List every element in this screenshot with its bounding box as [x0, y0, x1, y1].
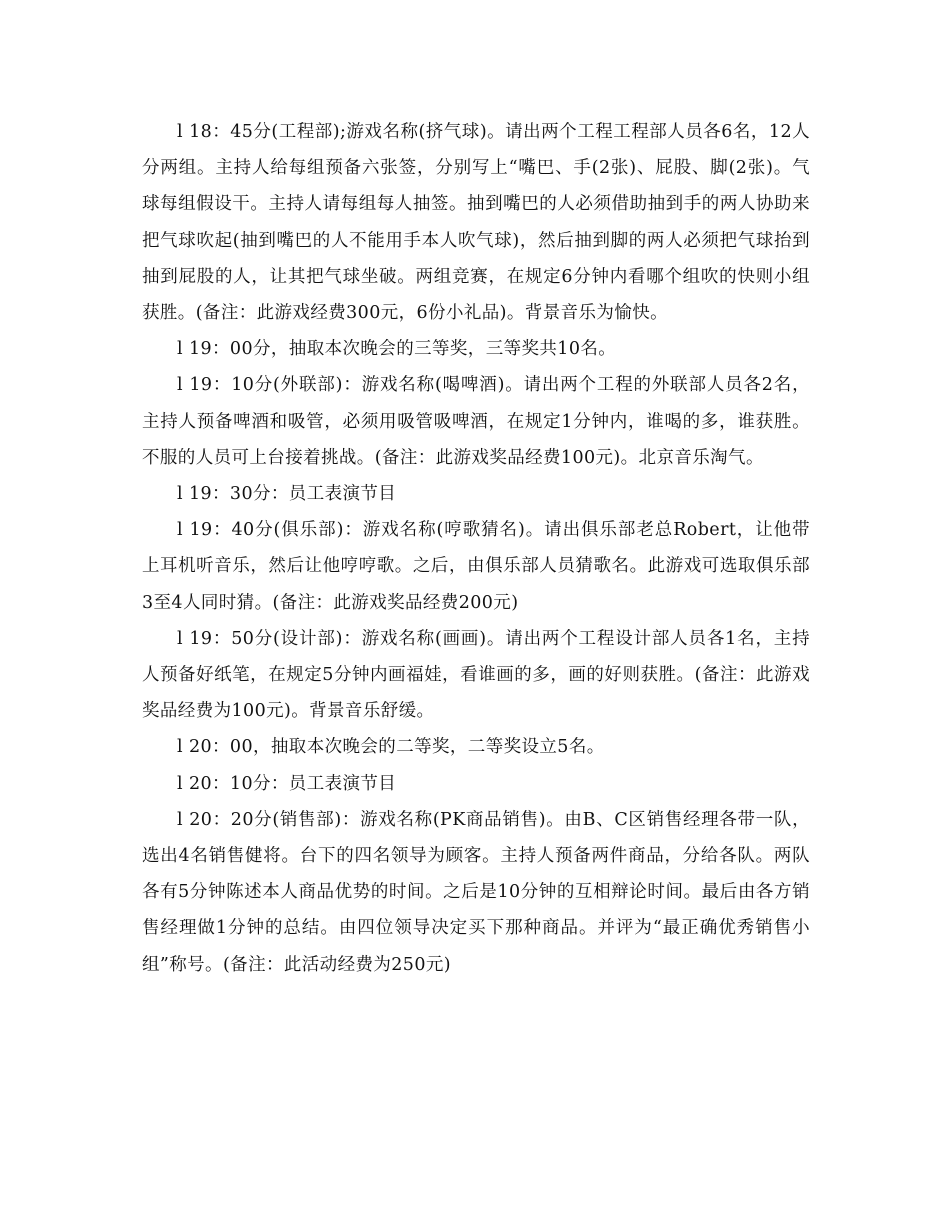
schedule-item-1940-hum-guess-song: l 19：40分(俱乐部)：游戏名称(哼歌猜名)。请出俱乐部老总Robert，让他带上耳机听音乐，然后让他哼哼歌。之后，由俱乐部人员猜歌名。此游戏可选取俱乐部3至4人同时猜。(备注：此游戏奖品经费200元) — [142, 520, 810, 613]
schedule-item-1900-third-prize-draw: l 19：00分，抽取本次晚会的三等奖，三等奖共10名。 — [177, 339, 617, 360]
document-body — [142, 114, 810, 983]
schedule-item-1950-drawing: l 19：50分(设计部)：游戏名称(画画)。请出两个工程设计部人员各1名，主持人预备好纸笔，在规定5分钟内画福娃，看谁画的多，画的好则获胜。(备注：此游戏奖品经费为100元)。背景音乐舒缓。 — [142, 628, 810, 722]
schedule-item-1845-squeeze-balloon: l 18：45分(工程部);游戏名称(挤气球)。请出两个工程工程部人员各6名，12人分两组。主持人给每组预备六张签，分别写上“嘴巴、手(2张)、屁股、脚(2张)。气球每组假设干。主持人请每组每人抽签。抽到嘴巴的人必须借助抽到手的两人协助来把气球吹起(抽到嘴巴的人不能用手本人吹气球)，然后抽到脚的两人必须把气球抬到抽到屁股的人，让其把气球坐破。两组竞赛，在规定6分钟内看哪个组吹的快则小组获胜。(备注：此游戏经费300元，6份小礼品)。背景音乐为愉快。 — [142, 122, 810, 324]
schedule-item-2020-pk-sales: l 20：20分(销售部)：游戏名称(PK商品销售)。由B、C区销售经理各带一队，选出4名销售健将。台下的四名领导为顾客。主持人预备两件商品，分给各队。两队各有5分钟陈述本人商品优势的时间。之后是10分钟的互相辩论时间。最后由各方销售经理做1分钟的总结。由四位领导决定买下那种商品。并评为“最正确优秀销售小组”称号。(备注：此活动经费为250元) — [142, 809, 810, 975]
schedule-item-1910-drink-beer: l 19：10分(外联部)：游戏名称(喝啤酒)。请出两个工程的外联部人员各2名，主持人预备啤酒和吸管，必须用吸管吸啤酒，在规定1分钟内，谁喝的多，谁获胜。不服的人员可上台接着挑战。(备注：此游戏奖品经费100元)。北京音乐淘气。 — [142, 375, 810, 468]
schedule-item-2010-staff-performance: l 20：10分：员工表演节目 — [177, 773, 397, 794]
schedule-item-2000-second-prize-draw: l 20：00，抽取本次晚会的二等奖，二等奖设立5名。 — [177, 737, 605, 758]
schedule-item-1930-staff-performance: l 19：30分：员工表演节目 — [177, 484, 397, 505]
